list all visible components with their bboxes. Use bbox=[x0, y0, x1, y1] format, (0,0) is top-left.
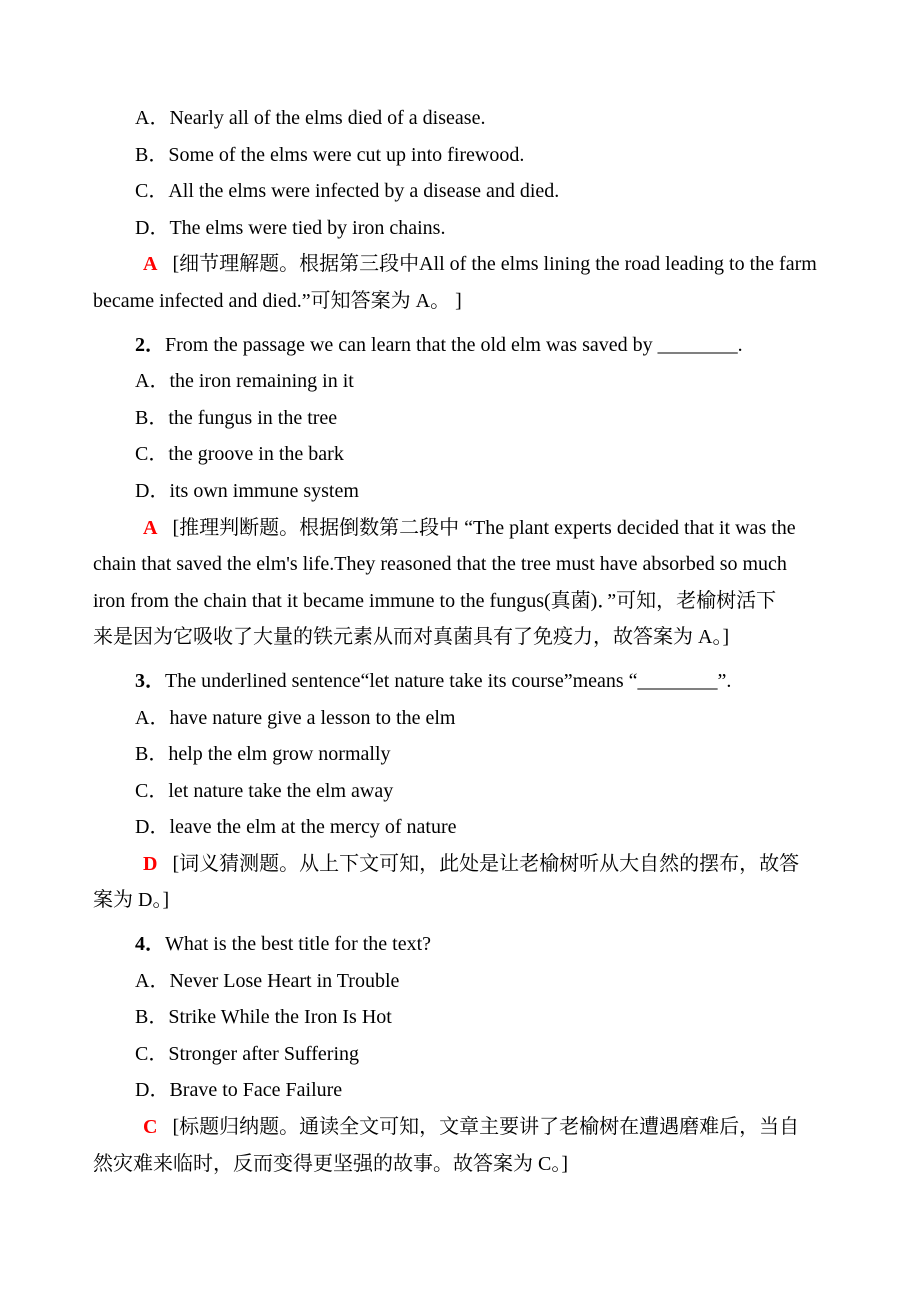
answer-letter-q2: A bbox=[143, 516, 158, 539]
answer-explanation-text: [推理判断题。根据倒数第二段中 “The plant experts decided that it was the bbox=[172, 516, 796, 539]
question-stem-2 bbox=[93, 327, 800, 364]
answer-explanation-text: [标题归纳题。通读全文可知，文章主要讲了老榆树在遭遇磨难后，当自 bbox=[172, 1116, 800, 1139]
option-q4-d: D．Brave to Face Failure bbox=[135, 1079, 343, 1102]
option-q1-b: B．Some of the elms were cut up into firewood. bbox=[135, 143, 525, 166]
question-stem-4 bbox=[93, 926, 800, 963]
option-q4-a: A．Never Lose Heart in Trouble bbox=[135, 969, 400, 992]
option-q4-c: C．Stronger after Suffering bbox=[135, 1042, 360, 1065]
option-q1-c: C．All the elms were infected by a disease and died. bbox=[135, 180, 560, 203]
answer-letter-q1: A bbox=[143, 253, 158, 276]
option-q3-c: C．let nature take the elm away bbox=[135, 779, 394, 802]
answer-q3-line-2: 案为 D。] bbox=[93, 889, 170, 912]
option-q2-a: A．the iron remaining in it bbox=[135, 370, 354, 393]
option-q3-d: D．leave the elm at the mercy of nature bbox=[135, 816, 457, 839]
question-stem-3 bbox=[93, 663, 800, 700]
question-text: The underlined sentence“let nature take its course”means “________”. bbox=[165, 669, 732, 692]
answer-explanation-text: [词义猜测题。从上下文可知，此处是让老榆树听从大自然的摆布，故答 bbox=[172, 852, 800, 875]
answer-explanation-text: [细节理解题。根据第三段中All of the elms lining the road leading to the farm bbox=[172, 253, 817, 276]
option-q2-b: B．the fungus in the tree bbox=[135, 406, 338, 429]
answer-q2-line-4: 来是因为它吸收了大量的铁元素从而对真菌具有了免疫力，故答案为 A。] bbox=[93, 626, 730, 649]
option-q2-d: D．its own immune system bbox=[135, 479, 359, 502]
question-number: 4． bbox=[135, 933, 165, 956]
answer-q2-line-3: iron from the chain that it became immune to the fungus(真菌)．”可知，老榆树活下 bbox=[93, 589, 777, 612]
option-q3-a: A．have nature give a lesson to the elm bbox=[135, 706, 456, 729]
question-number: 3． bbox=[135, 669, 165, 692]
answer-q1-line-1 bbox=[93, 246, 817, 283]
option-q4-b: B．Strike While the Iron Is Hot bbox=[135, 1006, 392, 1029]
option-q1-a: A．Nearly all of the elms died of a disease. bbox=[135, 107, 486, 129]
question-text: What is the best title for the text? bbox=[165, 933, 432, 956]
option-q1-d: D．The elms were tied by iron chains. bbox=[135, 216, 446, 239]
option-q3-b: B．help the elm grow normally bbox=[135, 743, 391, 766]
answer-q4-line-1 bbox=[93, 1109, 800, 1146]
answer-q3-line-1 bbox=[93, 846, 800, 883]
answer-letter-q4: C bbox=[143, 1116, 158, 1139]
option-q2-c: C．the groove in the bark bbox=[135, 443, 344, 466]
answer-q1-line-2: became infected and died.”可知答案为 A。 ] bbox=[93, 289, 462, 312]
answer-q2-line-2: chain that saved the elm's life.They reasoned that the tree must have absorbed so much bbox=[93, 553, 787, 576]
answer-letter-q3: D bbox=[143, 852, 158, 875]
question-text: From the passage we can learn that the old elm was saved by ________. bbox=[165, 333, 743, 356]
answer-q4-line-2: 然灾难来临时，反而变得更坚强的故事。故答案为 C。] bbox=[93, 1152, 568, 1175]
question-number: 2． bbox=[135, 333, 165, 356]
answer-q2-line-1 bbox=[93, 510, 800, 547]
